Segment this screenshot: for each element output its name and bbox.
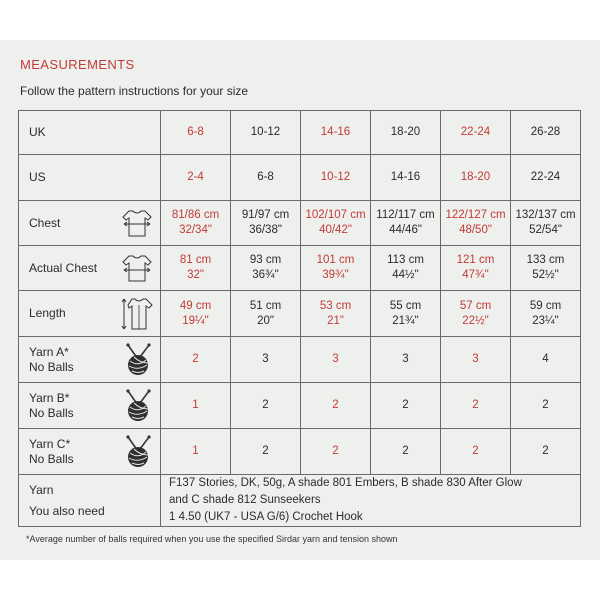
- yarn-b-balls-cell: 1: [161, 383, 231, 429]
- actual-chest-cm: 81 cm: [179, 254, 212, 266]
- actual-chest-row: [19, 246, 581, 291]
- us-size-cell: 6-8: [231, 155, 301, 201]
- length-measure-icon: [120, 296, 154, 332]
- actual-chest-cell: [371, 246, 441, 291]
- actual-chest-cm: 133 cm: [526, 254, 565, 266]
- length-in: 21": [327, 314, 344, 327]
- row-label-length: [19, 291, 161, 337]
- uk-size-cell: 6-8: [161, 111, 231, 155]
- chest-cm: 91/97 cm: [241, 209, 290, 221]
- chest-in: 36/38": [249, 224, 282, 236]
- footnote: *Average number of balls required when you use the specified Sirdar yarn and tension shown: [26, 534, 398, 544]
- chest-label: Chest: [29, 215, 61, 230]
- length-in: 19¼": [182, 314, 209, 327]
- yarn-c-balls-cell: 2: [441, 429, 511, 475]
- measurements-table: [18, 110, 581, 527]
- row-label-us: US: [19, 155, 161, 201]
- actual-chest-cm: 113 cm: [387, 254, 424, 266]
- length-cell: [441, 291, 511, 337]
- actual-chest-in: 47¾": [462, 269, 489, 281]
- yarn-ball-icon: [122, 435, 154, 469]
- yarn-b-balls-cell: 2: [511, 383, 581, 429]
- actual-chest-cell: [161, 246, 231, 291]
- measurements-sheet: [0, 40, 600, 560]
- yarn-info-cell: [161, 475, 581, 527]
- also-need-label: You also need: [29, 503, 105, 518]
- yarn-c-balls-cell: 2: [371, 429, 441, 475]
- yarn-b-balls-cell: 2: [441, 383, 511, 429]
- actual-chest-in: 52½": [532, 269, 559, 281]
- chest-in: 40/42": [319, 224, 352, 236]
- chest-cm: 112/117 cm: [376, 209, 435, 221]
- yarn-ball-icon: [122, 389, 154, 423]
- chest-cm: 102/107 cm: [305, 209, 366, 221]
- us-size-cell: 14-16: [371, 155, 441, 201]
- us-size-cell: 10-12: [301, 155, 371, 201]
- chest-cm: 122/127 cm: [445, 209, 506, 221]
- yarn-a-balls-cell: 3: [441, 337, 511, 383]
- us-size-row: [19, 155, 581, 201]
- row-label-yarn-c: [19, 429, 161, 475]
- actual-chest-in: 36¾": [252, 269, 279, 281]
- length-cell: [161, 291, 231, 337]
- chest-cm: 132/137 cm: [515, 209, 576, 221]
- no-balls-label: No Balls: [29, 405, 74, 420]
- yarn-a-label: Yarn A*: [29, 344, 69, 359]
- yarn-c-balls-cell: 1: [161, 429, 231, 475]
- actual-chest-in: 39¾": [322, 269, 349, 281]
- length-cell: [301, 291, 371, 337]
- chest-in: 48/50": [459, 224, 492, 236]
- chest-cm: 81/86 cm: [171, 209, 220, 221]
- yarn-c-balls-cell: 2: [511, 429, 581, 475]
- yarn-b-label: Yarn B*: [29, 390, 70, 405]
- chest-cell: [441, 201, 511, 246]
- actual-chest-in: 32": [187, 269, 204, 281]
- row-label-yarn-b: [19, 383, 161, 429]
- uk-size-row: [19, 111, 581, 155]
- actual-chest-cell: [511, 246, 581, 291]
- length-cm: 53 cm: [319, 299, 352, 312]
- length-in: 20": [257, 314, 274, 327]
- actual-chest-cm: 93 cm: [249, 254, 282, 266]
- yarn-a-balls-cell: 4: [511, 337, 581, 383]
- yarn-b-balls-cell: 2: [231, 383, 301, 429]
- length-cm: 59 cm: [529, 299, 562, 312]
- actual-chest-cm: 101 cm: [316, 254, 355, 266]
- length-cm: 49 cm: [179, 299, 212, 312]
- row-label-yarn-a: [19, 337, 161, 383]
- no-balls-label: No Balls: [29, 451, 74, 466]
- length-cm: 55 cm: [389, 299, 422, 312]
- row-label-yarn-info: [19, 475, 161, 527]
- us-size-cell: 18-20: [441, 155, 511, 201]
- also-need-text: 1 4.50 (UK7 - USA G/6) Crochet Hook: [169, 511, 363, 523]
- row-label-actual-chest: [19, 246, 161, 291]
- yarn-b-balls-cell: 2: [301, 383, 371, 429]
- yarn-a-balls-cell: 3: [301, 337, 371, 383]
- uk-size-cell: 18-20: [371, 111, 441, 155]
- actual-chest-label: Actual Chest: [29, 260, 98, 275]
- yarn-b-balls-cell: 2: [371, 383, 441, 429]
- chest-measure-icon: [120, 208, 154, 238]
- length-cell: [371, 291, 441, 337]
- yarn-b-row: [19, 383, 581, 429]
- length-cell: [231, 291, 301, 337]
- chest-row: [19, 201, 581, 246]
- yarn-info-row: [19, 475, 581, 527]
- chest-in: 32/34": [179, 224, 212, 236]
- chest-in: 52/54": [529, 224, 562, 236]
- yarn-a-row: [19, 337, 581, 383]
- actual-chest-measure-icon: [120, 253, 154, 283]
- chest-cell: [161, 201, 231, 246]
- no-balls-label: No Balls: [29, 359, 74, 374]
- row-label-uk: UK: [19, 111, 161, 155]
- page-title: MEASUREMENTS: [20, 57, 135, 72]
- actual-chest-cm: 121 cm: [456, 254, 495, 266]
- length-cm: 57 cm: [459, 299, 492, 312]
- length-row: [19, 291, 581, 337]
- length-label: Length: [29, 306, 66, 320]
- length-in: 21¾": [392, 314, 419, 327]
- yarn-c-balls-cell: 2: [231, 429, 301, 475]
- chest-cell: [301, 201, 371, 246]
- uk-size-cell: 22-24: [441, 111, 511, 155]
- yarn-a-balls-cell: 3: [371, 337, 441, 383]
- yarn-ball-icon: [122, 343, 154, 377]
- actual-chest-cell: [231, 246, 301, 291]
- instruction-text: Follow the pattern instructions for your size: [20, 84, 249, 98]
- yarn-a-balls-cell: 2: [161, 337, 231, 383]
- us-size-cell: 22-24: [511, 155, 581, 201]
- row-label-chest: [19, 201, 161, 246]
- length-in: 23¼": [532, 314, 559, 327]
- uk-size-cell: 26-28: [511, 111, 581, 155]
- uk-size-cell: 14-16: [301, 111, 371, 155]
- yarn-c-row: [19, 429, 581, 475]
- length-cell: [511, 291, 581, 337]
- yarn-description-line-2: and C shade 812 Sunseekers: [169, 494, 321, 506]
- chest-cell: [371, 201, 441, 246]
- yarn-c-label: Yarn C*: [29, 436, 71, 451]
- actual-chest-cell: [301, 246, 371, 291]
- chest-cell: [231, 201, 301, 246]
- yarn-description-line-1: F137 Stories, DK, 50g, A shade 801 Embers, B shade 830 After Glow: [169, 477, 522, 489]
- yarn-label: Yarn: [29, 482, 54, 497]
- actual-chest-cell: [441, 246, 511, 291]
- uk-size-cell: 10-12: [231, 111, 301, 155]
- length-cm: 51 cm: [249, 299, 282, 312]
- chest-cell: [511, 201, 581, 246]
- us-size-cell: 2-4: [161, 155, 231, 201]
- length-in: 22½": [462, 314, 489, 327]
- yarn-c-balls-cell: 2: [301, 429, 371, 475]
- chest-in: 44/46": [389, 224, 422, 236]
- yarn-a-balls-cell: 3: [231, 337, 301, 383]
- actual-chest-in: 44½": [392, 269, 419, 281]
